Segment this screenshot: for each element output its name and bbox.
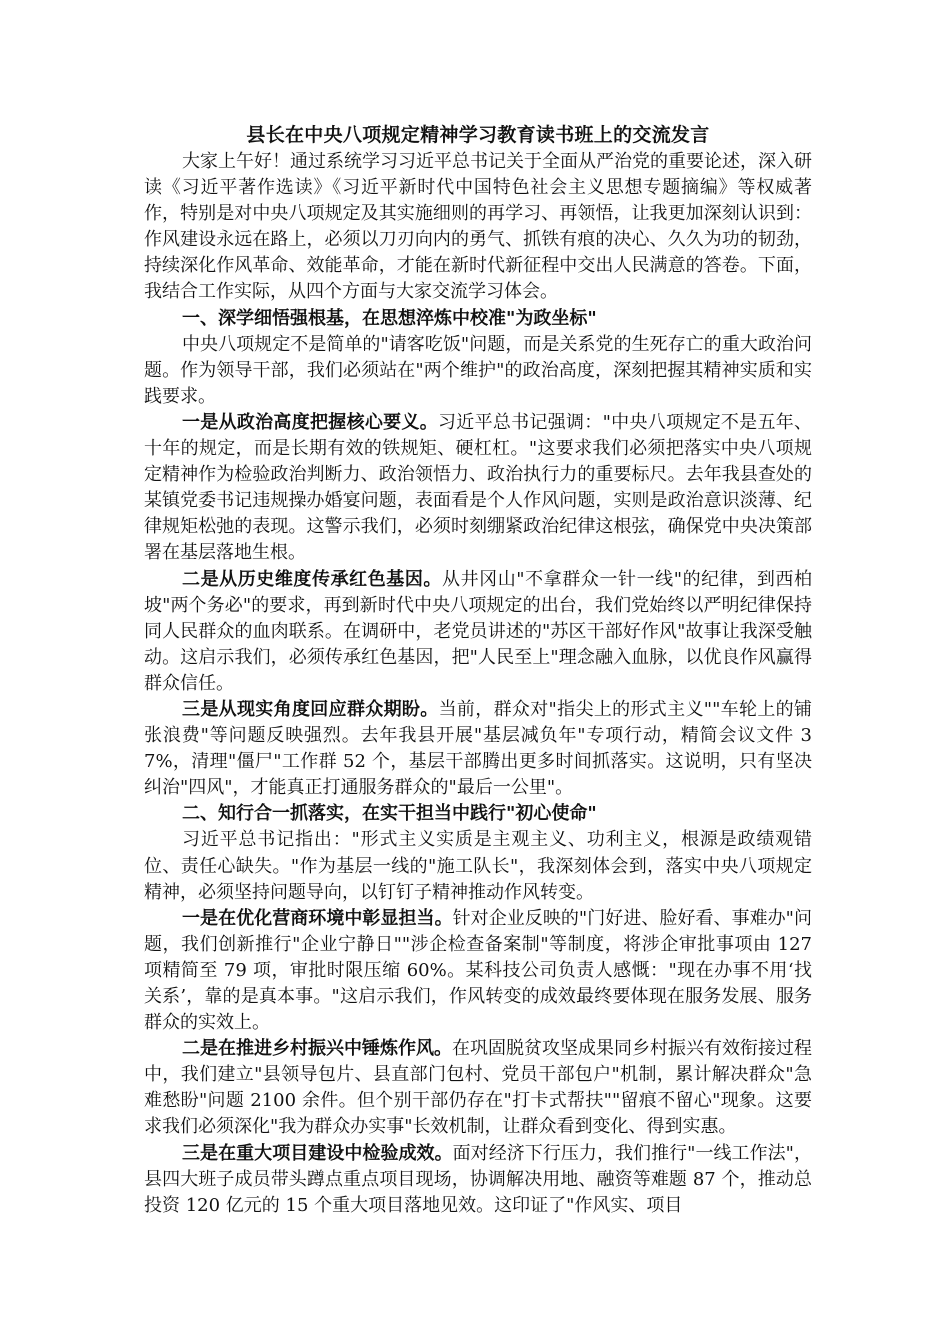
section-2-item-3 [144, 1141, 812, 1219]
document-body [144, 121, 812, 1219]
section-1-item-1 [144, 410, 812, 567]
section-1-item-2-lead: 二是从历史维度传承红色基因。 [182, 568, 443, 590]
section-2-heading: 二、知行合一抓落实，在实干担当中践行"初心使命" [182, 803, 597, 825]
section-1-item-2 [144, 567, 812, 697]
section-1-item-3-text: 当前，群众对"指尖上的形式主义""车轮上的铺张浪费"等问题反映强烈。去年我县开展"基层减负年"专项行动，精简会议文件 37%，清理"僵尸"工作群 52 个，基层干部腾出更多时间抓落实。这说明，只有坚决纠治"四风"，才能真正打通服务群众的"最后一公里"。 [144, 698, 812, 799]
section-2-item-2-text: 在巩固脱贫攻坚成果同乡村振兴有效衔接过程中，我们建立"县领导包片、县直部门包村、党员干部包户"机制，累计解决群众"急难愁盼"问题 2100 余件。但个别干部仍存在"打卡式帮扶""留痕不留心"现象。这要求我们必须深化"我为群众办实事"长效机制，让群众看到变化、得到实惠。 [144, 1038, 812, 1138]
section-2-item-1 [144, 906, 812, 1036]
section-1-item-3 [144, 697, 812, 801]
section-2-item-2-lead: 二是在推进乡村振兴中锤炼作风。 [182, 1038, 452, 1060]
section-2-item-3-text: 面对经济下行压力，我们推行"一线工作法"，县四大班子成员带头蹲点重点项目现场，协调解决用地、融资等难题 87 个，推动总投资 120 亿元的 15 个重大项目落地见效。这印证了"作风实、项目 [144, 1142, 813, 1216]
section-2-item-3-lead: 三是在重大项目建设中检验成效。 [182, 1142, 453, 1164]
section-2-item-2 [144, 1036, 812, 1140]
document-title: 县长在中央八项规定精神学习教育读书班上的交流发言 [246, 124, 710, 146]
section-1-intro: 中央八项规定不是简单的"请客吃饭"问题，而是关系党的生死存亡的重大政治问题。作为领导干部，我们必须站在"两个维护"的政治高度，深刻把握其精神实质和实践要求。 [144, 333, 812, 407]
section-1-item-3-lead: 三是从现实角度回应群众期盼。 [182, 698, 439, 720]
section-1-item-2-text: 从井冈山"不拿群众一针一线"的纪律，到西柏坡"两个务必"的要求，再到新时代中央八项规定的出台，我们党始终以严明纪律保持同人民群众的血肉联系。在调研中，老党员讲述的"苏区干部好作风"故事让我深受触动。这启示我们，必须传承红色基因，把"人民至上"理念融入血脉，以优良作风赢得群众信任。 [144, 568, 813, 694]
section-1-item-1-lead: 一是从政治高度把握核心要义。 [182, 411, 439, 433]
section-2-intro: 习近平总书记指出："形式主义实质是主观主义、功利主义，根源是政绩观错位、责任心缺失。"作为基层一线的"施工队长"，我深刻体会到，落实中央八项规定精神，必须坚持问题导向，以钉钉子精神推动作风转变。 [144, 829, 812, 903]
section-1-heading: 一、深学细悟强根基，在思想淬炼中校准"为政坐标" [182, 307, 597, 329]
intro-paragraph: 大家上午好！通过系统学习习近平总书记关于全面从严治党的重要论述，深入研读《习近平著作选读》《习近平新时代中国特色社会主义思想专题摘编》等权威著作，特别是对中央八项规定及其实施细则的再学习、再领悟，让我更加深刻认识到：作风建设永远在路上，必须以刀刃向内的勇气、抓铁有痕的决心、久久为功的韧劲，持续深化作风革命、效能革命，才能在新时代新征程中交出人民满意的答卷。下面，我结合工作实际，从四个方面与大家交流学习体会。 [144, 151, 812, 303]
section-2-item-1-text: 针对企业反映的"门好进、脸好看、事难办"问题，我们创新推行"企业宁静日""涉企检查备案制"等制度，将涉企审批事项由 127 项精简至 79 项，审批时限压缩 60%。某科技公司负责人感慨："现在办事不用‘找关系’，靠的是真本事。"这启示我们，作风转变的成效最终要体现在服务发展、服务群众的实效上。 [144, 907, 813, 1034]
section-1-item-1-text: 习近平总书记强调："中央八项规定不是五年、十年的规定，而是长期有效的铁规矩、硬杠杠。"这要求我们必须把落实中央八项规定精神作为检验政治判断力、政治领悟力、政治执行力的重要标尺。去年我县查处的某镇党委书记违规操办婚宴问题，表面看是个人作风问题，实则是政治意识淡薄、纪律规矩松弛的表现。这警示我们，必须时刻绷紧政治纪律这根弦，确保党中央决策部署在基层落地生根。 [144, 411, 813, 564]
section-2-item-1-lead: 一是在优化营商环境中彰显担当。 [182, 907, 453, 929]
